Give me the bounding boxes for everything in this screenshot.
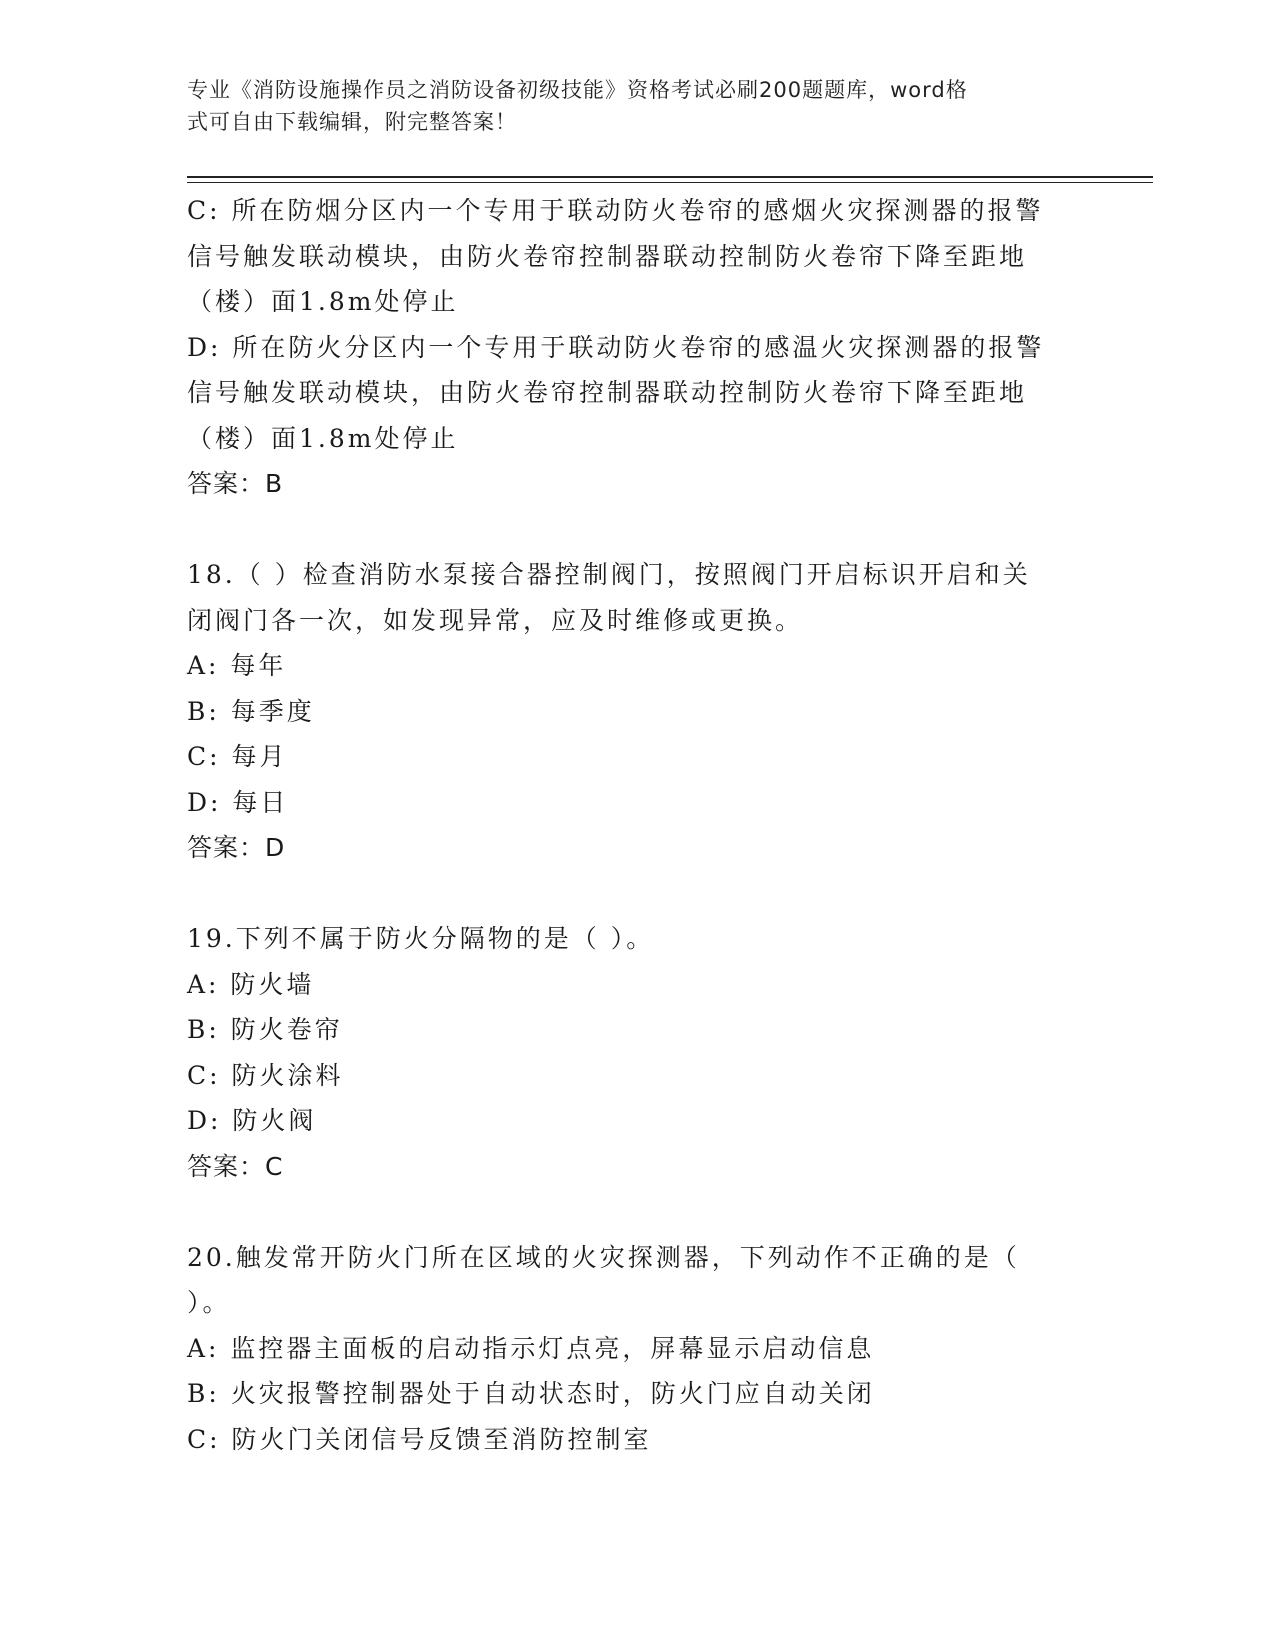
- question-stem-line-2: 闭阀门各一次，如发现异常，应及时维修或更换。: [187, 605, 804, 635]
- option-d: D: 防火阀: [187, 1106, 317, 1135]
- header-line-1: 专业《消防设施操作员之消防设备初级技能》资格考试必刷200题题库，word格: [187, 78, 968, 102]
- option-c-line-2: 信号触发联动模块，由防火卷帘控制器联动控制防火卷帘下降至距地: [187, 241, 1028, 271]
- answer-19: 答案：C: [187, 1151, 284, 1181]
- option-d-line-2: 信号触发联动模块，由防火卷帘控制器联动控制防火卷帘下降至距地: [187, 378, 1028, 407]
- question-stem-line-1: 19.下列不属于防火分隔物的是（ ）。: [187, 924, 655, 953]
- question-stem-line-1: 20.触发常开防火门所在区域的火灾探测器，下列动作不正确的是（: [187, 1242, 1020, 1272]
- spacer: [187, 871, 1087, 917]
- option-d: D: 每日: [187, 787, 289, 817]
- document-header: [187, 74, 1067, 138]
- question-17-continued: [187, 188, 1087, 507]
- question-20: [187, 1235, 1087, 1463]
- header-line-2: 式可自由下载编辑，附完整答案！: [187, 110, 517, 134]
- option-a: A: 防火墙: [187, 969, 315, 999]
- header-rule-thin: [187, 182, 1153, 183]
- option-d-line-1: D: 所在防火分区内一个专用于联动防火卷帘的感温火灾探测器的报警: [187, 332, 1045, 362]
- question-stem-line-2: ）。: [187, 1288, 231, 1317]
- option-b: B: 火灾报警控制器处于自动状态时，防火门应自动关闭: [187, 1379, 875, 1408]
- option-c: C: 防火门关闭信号反馈至消防控制室: [187, 1424, 652, 1454]
- answer-17: 答案：B: [187, 469, 284, 498]
- option-a: A: 每年: [187, 651, 287, 680]
- option-c-line-1: C: 所在防烟分区内一个专用于联动防火卷帘的感烟火灾探测器的报警: [187, 196, 1044, 225]
- option-c: C: 每月: [187, 742, 288, 771]
- question-18: [187, 552, 1087, 871]
- answer-18: 答案：D: [187, 833, 286, 862]
- option-c: C: 防火涂料: [187, 1060, 344, 1090]
- option-b: B: 每季度: [187, 696, 315, 726]
- header-rule-thick: [187, 176, 1153, 178]
- question-content: [187, 188, 1087, 1462]
- question-stem-line-1: 18.（ ）检查消防水泵接合器控制阀门，按照阀门开启标识开启和关: [187, 560, 1031, 589]
- spacer: [187, 507, 1087, 553]
- spacer: [187, 1189, 1087, 1235]
- option-a: A: 监控器主面板的启动指示灯点亮，屏幕显示启动信息: [187, 1333, 875, 1363]
- option-c-line-3: （楼）面1.8m处停止: [187, 287, 459, 316]
- question-19: [187, 916, 1087, 1189]
- option-d-line-3: （楼）面1.8m处停止: [187, 423, 459, 453]
- option-b: B: 防火卷帘: [187, 1015, 343, 1044]
